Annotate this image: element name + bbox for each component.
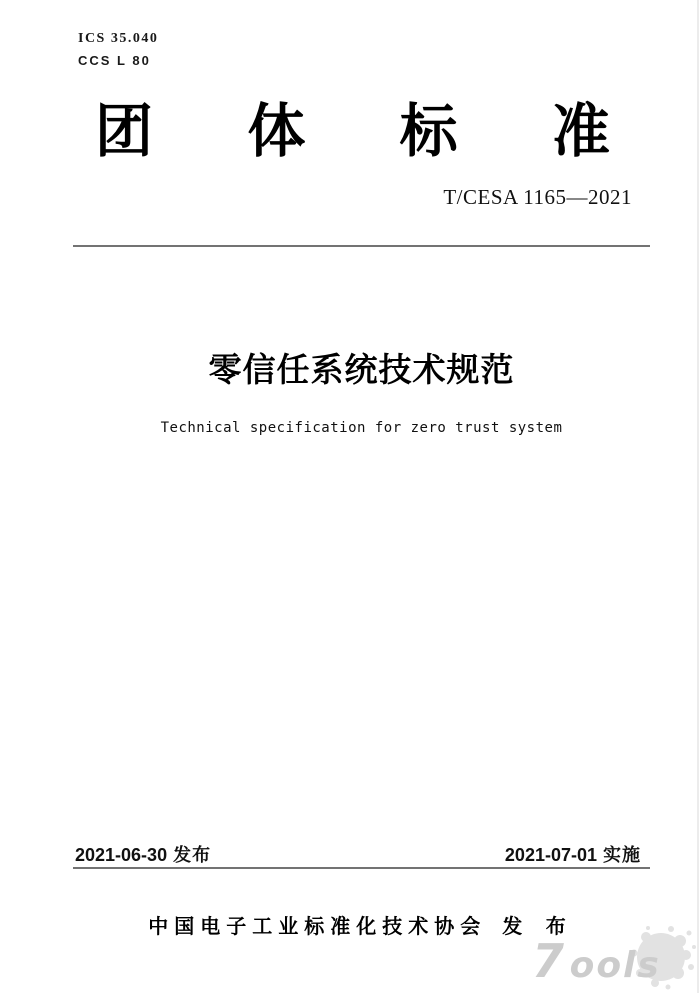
page-edge-shadow [697,0,699,993]
svg-text:7 ools [532,934,661,988]
issue-date-group [75,841,211,867]
standard-number: T/CESA 1165—2021 [443,185,632,209]
watermark-logo [528,925,698,993]
big-title-char: 准 [551,99,610,164]
classification-codes [78,28,158,72]
header-rule [73,245,650,247]
issue-date: 2021-06-30 [75,845,168,865]
publish-action-label: 发 布 [502,916,575,938]
document-type-title [95,100,610,164]
watermark-seven: 7 [532,934,565,988]
dates-row [75,841,641,867]
publisher-name: 中国电子工业标准化技术协会 [148,916,487,938]
standard-title-en: Technical specification for zero trust system [160,420,563,436]
ccs-code: CCS L 80 [78,53,151,68]
implement-date-group [505,841,641,867]
watermark-ools: ools [569,945,661,986]
footer-rule [73,867,650,869]
watermark-7ools-graphic [528,925,698,993]
big-title-char: 体 [247,99,306,164]
implement-date-label: 实施 [603,845,641,865]
implement-date: 2021-07-01 [504,845,597,865]
standard-title-cn: 零信任系统技术规范 [208,351,515,388]
issue-date-label: 发布 [173,845,212,865]
ics-code: ICS 35.040 [78,31,159,46]
big-title-char: 标 [399,99,458,164]
big-title-char: 团 [95,99,154,164]
